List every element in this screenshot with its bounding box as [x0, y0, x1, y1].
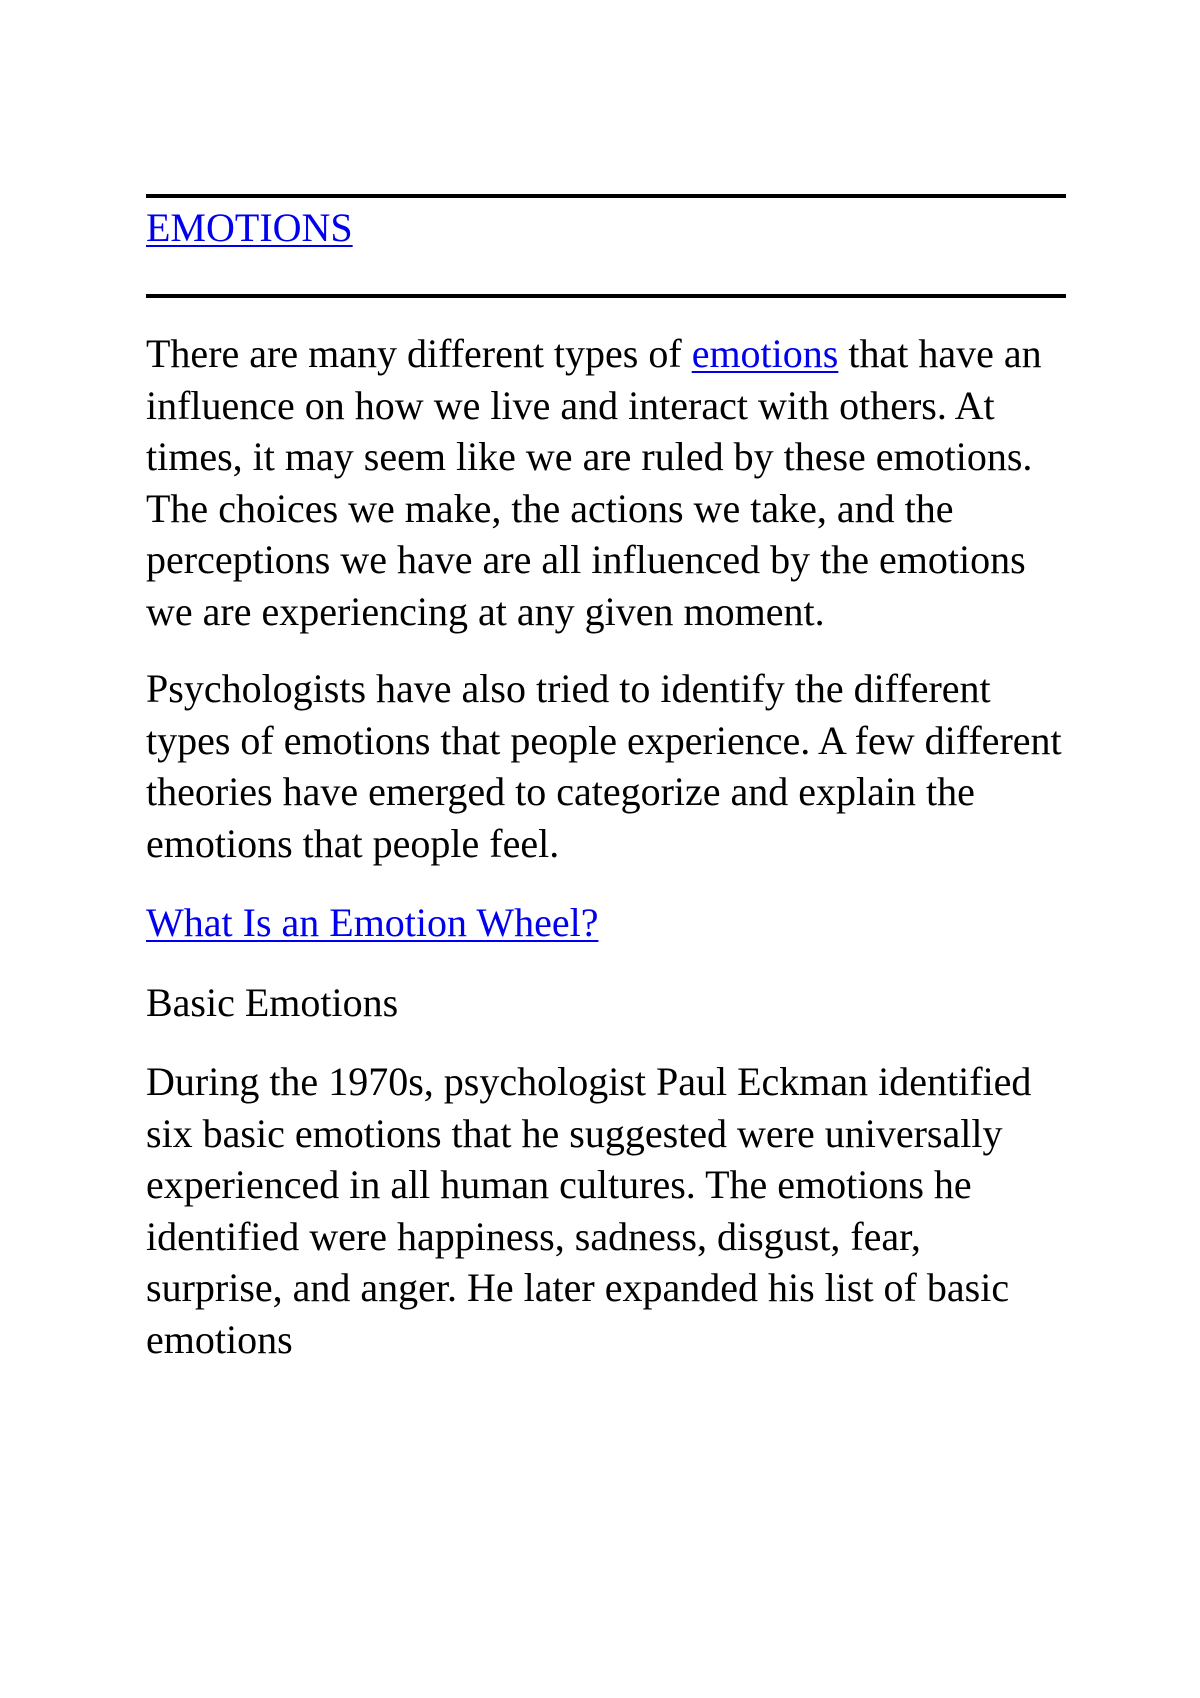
intro-text-start: There are many different types of — [146, 331, 692, 376]
page-title — [146, 200, 1066, 256]
top-divider — [146, 194, 1066, 198]
theories-paragraph: Psychologists have also tried to identify the different types of emotions that people experience. A few different theories have emerged to categorize and explain the emotions that people feel. — [146, 666, 1062, 866]
document-page — [146, 194, 1066, 1365]
intro-paragraph — [146, 328, 1066, 637]
section-heading: Basic Emotions — [146, 979, 399, 1025]
intro-text-end: that have an influence on how we live and interact with others. At times, it may seem like we are ruled by these emotions. The choices we make, the actions we take, and the perceptions we have are all influenced by the emotions we are experiencing at any given moment. — [146, 331, 1042, 634]
emotion-wheel-line — [146, 897, 1066, 949]
emotions-link[interactable]: emotions — [691, 331, 839, 376]
title-divider — [146, 294, 1066, 298]
emotion-wheel-link[interactable]: What Is an Emotion Wheel? — [146, 900, 599, 945]
emotions-title-link[interactable]: EMOTIONS — [146, 205, 353, 250]
basic-emotions-paragraph: During the 1970s, psychologist Paul Eckman identified six basic emotions that he suggested were universally experienced in all human cultures. The emotions he identified were happiness, sadness, disgust, fear, surprise, and anger. He later expanded his list of basic emotions — [146, 1059, 1032, 1362]
